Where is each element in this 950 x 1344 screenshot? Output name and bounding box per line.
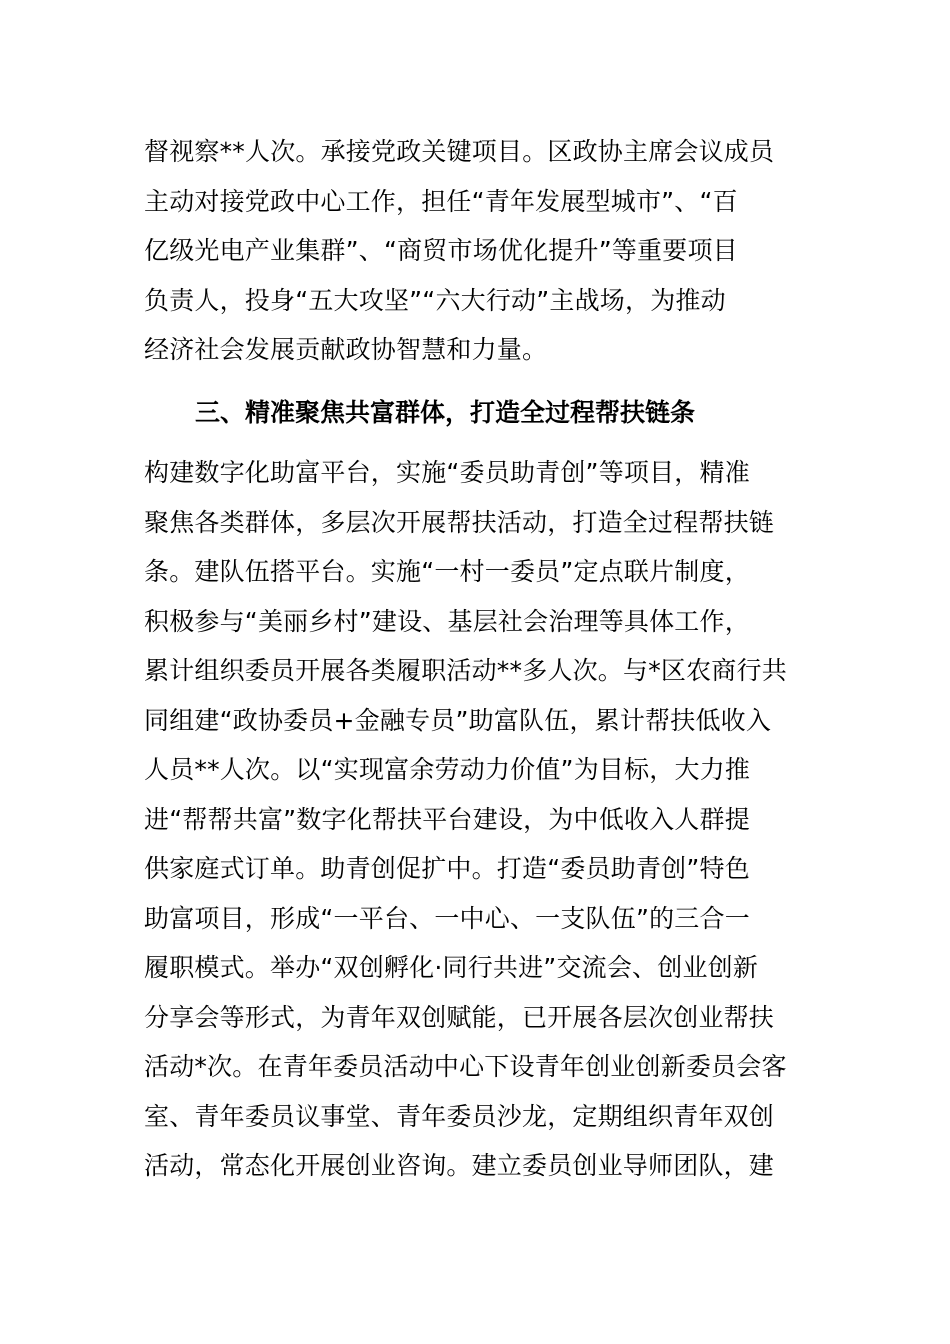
paragraph-line: 活动*次。在青年委员活动中心下设青年创业创新委员会客 [144, 1052, 787, 1081]
paragraph-line: 亿级光电产业集群”、“商贸市场优化提升”等重要项目 [144, 236, 738, 265]
paragraph-line: 督视察**人次。承接党政关键项目。区政协主席会议成员 [144, 137, 775, 166]
paragraph-line: 主动对接党政中心工作，担任“青年发展型城市”、“百 [144, 186, 738, 216]
paragraph-line: 同组建“政协委员+金融专员”助富队伍，累计帮扶低收入 [144, 705, 772, 735]
paragraph-line: 活动，常态化开展创业咨询。建立委员创业导师团队，建 [144, 1151, 775, 1180]
paragraph-line: 助富项目，形成“一平台、一中心、一支队伍”的三合一 [144, 903, 750, 933]
paragraph-line: 构建数字化助富平台，实施“委员助青创”等项目，精准 [144, 458, 750, 487]
paragraph-line: 室、青年委员议事堂、青年委员沙龙，定期组织青年双创 [144, 1101, 775, 1131]
paragraph-body [144, 448, 810, 1191]
paragraph-line: 累计组织委员开展各类履职活动**多人次。与*区农商行共 [144, 656, 787, 685]
paragraph-line: 经济社会发展贡献政协智慧和力量。 [144, 335, 548, 364]
paragraph-line: 进“帮帮共富”数字化帮扶平台建设，为中低收入人群提 [144, 804, 750, 834]
paragraph-continued [144, 127, 810, 375]
paragraph-line: 供家庭式订单。助青创促扩中。打造“委员助青创”特色 [144, 854, 750, 883]
section-heading: 三、精准聚焦共富群体，打造全过程帮扶链条 [195, 398, 696, 427]
paragraph-line: 负责人，投身“五大攻坚”“六大行动”主战场，为推动 [144, 285, 726, 315]
paragraph-line: 人员**人次。以“实现富余劳动力价值”为目标，大力推 [144, 755, 751, 784]
paragraph-line: 条。建队伍搭平台。实施“一村一委员”定点联片制度， [144, 557, 750, 586]
paragraph-line: 积极参与“美丽乡村”建设、基层社会治理等具体工作， [144, 606, 750, 636]
paragraph-line: 履职模式。举办“双创孵化·同行共进”交流会、创业创新 [144, 953, 759, 982]
paragraph-line: 聚焦各类群体，多层次开展帮扶活动，打造全过程帮扶链 [144, 507, 775, 537]
paragraph-line: 分享会等形式，为青年双创赋能，已开展各层次创业帮扶 [144, 1002, 775, 1032]
